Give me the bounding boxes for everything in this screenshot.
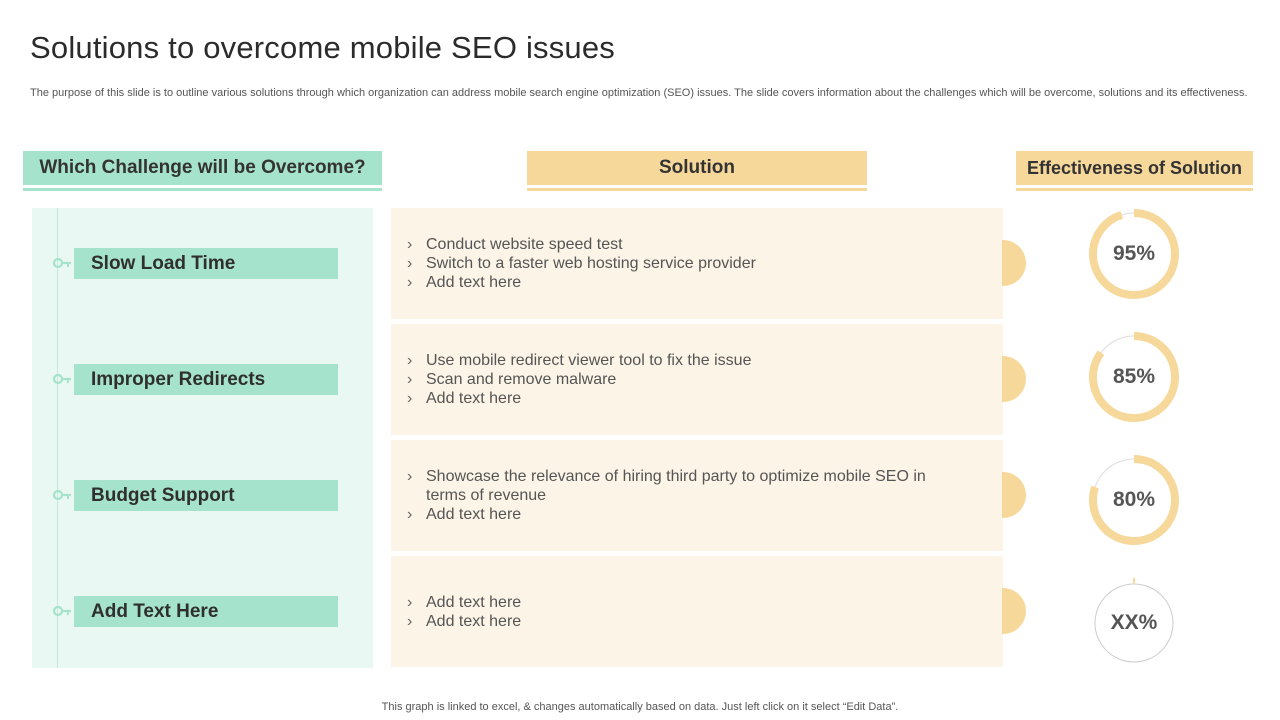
key-icon	[52, 373, 72, 385]
solution-bullet: › Showcase the relevance of hiring third party to optimize mobile SEO in terms of revenue	[407, 467, 947, 505]
timeline-line	[57, 208, 58, 668]
header-solution: Solution	[527, 151, 867, 185]
solution-bullet: › Add text here	[407, 389, 947, 408]
solution-list	[407, 593, 947, 631]
header-challenge-underline	[23, 188, 382, 191]
solution-bullet: › Add text here	[407, 612, 947, 631]
donut-value: XX%	[1110, 611, 1158, 634]
solution-bullet: › Switch to a faster web hosting service provider	[407, 254, 947, 273]
challenge-item: Improper Redirects	[74, 364, 338, 395]
connector-half-circle	[1002, 356, 1026, 402]
key-icon	[52, 257, 72, 269]
solution-bullet: › Use mobile redirect viewer tool to fix the issue	[407, 351, 947, 370]
footer-note: This graph is linked to excel, & changes automatically based on data. Just left click on it select “Edit Data”.	[381, 701, 899, 713]
solution-list	[407, 235, 947, 292]
challenge-item: Add Text Here	[74, 596, 338, 627]
donut-value: 95%	[1112, 242, 1156, 265]
solution-bullet: › Scan and remove malware	[407, 370, 947, 389]
challenge-item: Budget Support	[74, 480, 338, 511]
header-solution-underline	[527, 188, 867, 191]
effectiveness-donut	[1086, 329, 1182, 425]
effectiveness-donut	[1086, 206, 1182, 302]
header-effectiveness: Effectiveness of Solution	[1016, 151, 1253, 185]
slide-subtitle: The purpose of this slide is to outline various solutions through which organization can address mobile search engine optimization (SEO) issues. The slide covers information about the challenges which will be overcome, solutions and its effectiveness.	[30, 87, 1248, 99]
solution-bullet: › Add text here	[407, 593, 947, 612]
key-icon	[52, 605, 72, 617]
header-challenge: Which Challenge will be Overcome?	[23, 151, 382, 185]
effectiveness-donut	[1086, 452, 1182, 548]
connector-half-circle	[1002, 472, 1026, 518]
solution-bullet: › Conduct website speed test	[407, 235, 947, 254]
solution-box	[391, 208, 1003, 319]
solution-bullet: › Add text here	[407, 505, 947, 524]
connector-half-circle	[1002, 588, 1026, 634]
donut-value: 80%	[1112, 488, 1156, 511]
key-icon	[52, 489, 72, 501]
solution-box	[391, 556, 1003, 667]
solution-list	[407, 351, 947, 408]
solution-box	[391, 440, 1003, 551]
header-effectiveness-underline	[1016, 188, 1253, 191]
challenge-item: Slow Load Time	[74, 248, 338, 279]
effectiveness-donut	[1086, 575, 1182, 671]
donut-value: 85%	[1112, 365, 1156, 388]
slide-title: Solutions to overcome mobile SEO issues	[30, 30, 616, 65]
solution-bullet: › Add text here	[407, 273, 947, 292]
solution-list	[407, 467, 947, 524]
connector-half-circle	[1002, 240, 1026, 286]
solution-box	[391, 324, 1003, 435]
